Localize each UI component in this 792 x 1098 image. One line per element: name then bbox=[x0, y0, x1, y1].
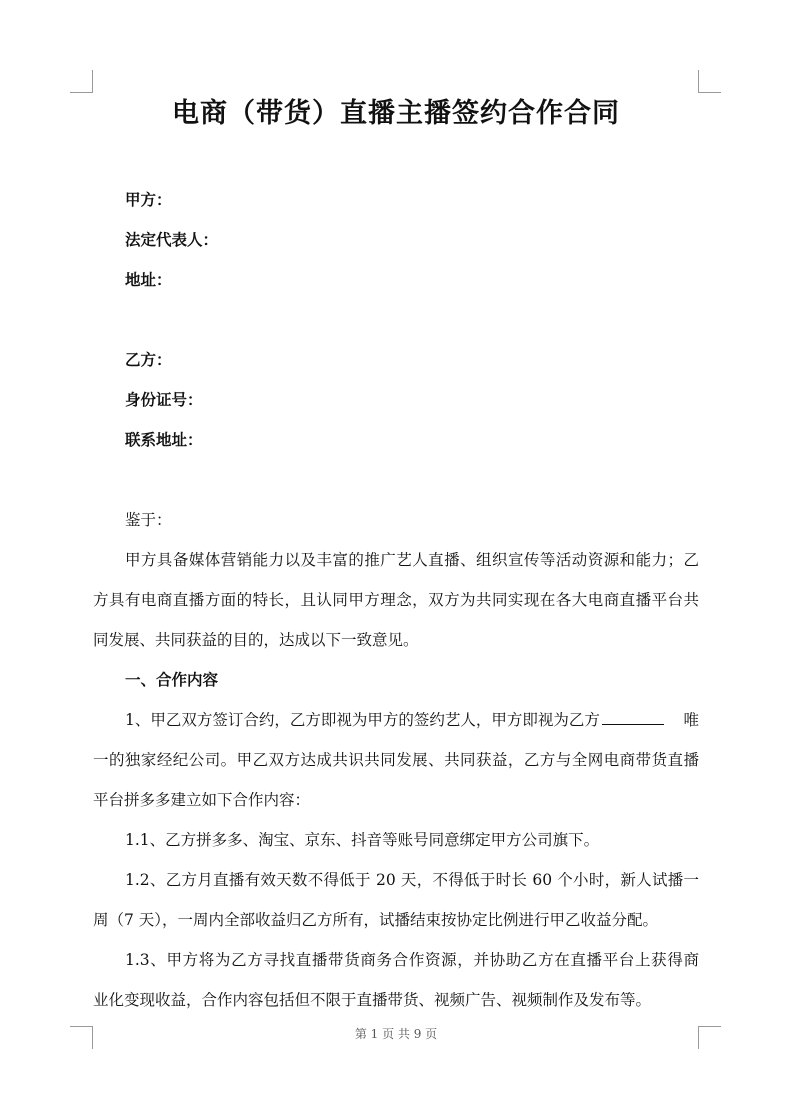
clause-1-line-2: 一的独家经纪公司。甲乙双方达成共识共同发展、共同获益，乙方与全网电商带货直播 bbox=[93, 751, 699, 769]
whereas-line-3: 同发展、共同获益的目的，达成以下一致意见。 bbox=[93, 631, 419, 649]
document-title: 电商（带货）直播主播签约合作合同 bbox=[172, 98, 620, 129]
whereas-line-2: 方具有电商直播方面的特长，且认同甲方理念，双方为共同实现在各大电商直播平台共 bbox=[93, 591, 699, 609]
item-1-3-line-1: 1.3、甲方将为乙方寻找直播带货商务合作资源，并协助乙方在直播平台上获得商 bbox=[125, 951, 699, 969]
crop-mark-top-right bbox=[698, 70, 721, 93]
party-a-label: 甲方： bbox=[125, 190, 172, 209]
page-footer: 第 1 页 共 9 页 bbox=[354, 1027, 438, 1041]
whereas-line-1: 甲方具备媒体营销能力以及丰富的推广艺人直播、组织宣传等活动资源和能力；乙 bbox=[125, 551, 699, 569]
party-b-id-label: 身份证号： bbox=[125, 390, 203, 409]
section-1-heading: 一、合作内容 bbox=[125, 670, 219, 689]
party-b-address-label: 联系地址： bbox=[125, 430, 203, 449]
party-a-rep-label: 法定代表人： bbox=[125, 230, 219, 249]
item-1-2-line-1: 1.2、乙方月直播有效天数不得低于 20 天，不得低于时长 60 个小时，新人试播一 bbox=[125, 871, 699, 889]
item-1-3-line-2: 业化变现收益，合作内容包括但不限于直播带货、视频广告、视频制作及发布等。 bbox=[93, 991, 652, 1009]
clause-1-text-after-blank: 唯 bbox=[683, 711, 699, 729]
clause-1-text-before-blank: 1、甲乙双方签订合约，乙方即视为甲方的签约艺人，甲方即视为乙方 bbox=[125, 711, 600, 729]
party-a-address-label: 地址： bbox=[125, 270, 172, 289]
fill-in-blank[interactable] bbox=[602, 710, 664, 725]
whereas-label: 鉴于： bbox=[125, 511, 172, 529]
item-1-2-line-2: 周（7 天），一周内全部收益归乙方所有，试播结束按协定比例进行甲乙收益分配。 bbox=[93, 911, 659, 929]
item-1-1: 1.1、乙方拼多多、淘宝、京东、抖音等账号同意绑定甲方公司旗下。 bbox=[125, 831, 600, 849]
clause-1-line-1 bbox=[125, 710, 699, 730]
party-b-label: 乙方： bbox=[125, 350, 172, 369]
clause-1-line-3: 平台拼多多建立如下合作内容： bbox=[93, 791, 311, 809]
crop-mark-top-left bbox=[70, 70, 93, 93]
